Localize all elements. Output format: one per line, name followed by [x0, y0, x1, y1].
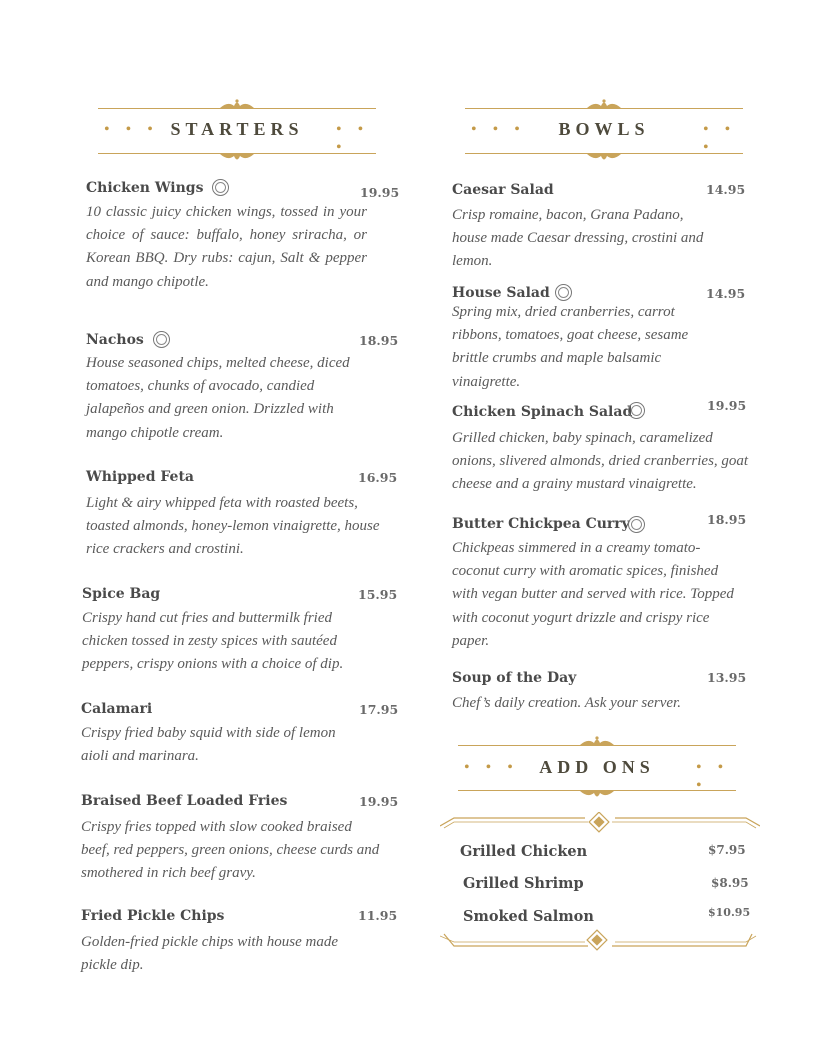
item-price: 13.95	[707, 670, 747, 685]
item-price: 14.95	[706, 286, 746, 301]
item-name: Butter Chickpea Curry	[452, 516, 630, 532]
item-description: House seasoned chips, melted cheese, diced tomatoes, chunks of avocado, candied jalapeños and green onion. Drizzled with mango chipotle cream.	[86, 355, 350, 441]
item-name: Calamari	[81, 701, 153, 717]
item-price: 19.95	[360, 185, 400, 200]
item-description: Chickpeas simmered in a creamy tomato-coconut curry with aromatic spices, finished with vegan butter and served with rice. Topped with coconut yogurt drizzle and crispy rice paper.	[452, 540, 734, 649]
item-name: Fried Pickle Chips	[81, 908, 225, 924]
item-name: Chicken Wings	[86, 180, 204, 196]
addon-price: $8.95	[711, 876, 749, 890]
item-name: Chicken Spinach Salad	[452, 404, 633, 420]
item-price: 18.95	[707, 512, 747, 527]
item-description: Crispy fries topped with slow cooked braised beef, red peppers, green onions, cheese curds and smothered in rich beef gravy.	[81, 819, 380, 882]
item-description: Golden-fried pickle chips with house made pickle dip.	[81, 934, 339, 974]
item-price: 16.95	[358, 470, 398, 485]
item-price: 17.95	[359, 702, 399, 717]
dietary-icon	[555, 284, 572, 301]
section-title-addons: ADD ONS	[539, 757, 655, 777]
item-description: Spring mix, dried cranberries, carrot ribbons, tomatoes, goat cheese, sesame brittle crumbs and maple balsamic vinaigrette.	[452, 304, 689, 390]
addon-name: Smoked Salmon	[463, 908, 594, 925]
section-title-bowls: BOWLS	[558, 119, 650, 139]
item-description: Grilled chicken, baby spinach, caramelized onions, slivered almonds, dried cranberries, goat cheese and a grainy mustard vinaigrette.	[452, 430, 749, 493]
item-name: House Salad	[452, 285, 550, 301]
dietary-icon	[212, 179, 229, 196]
addons-header	[458, 735, 736, 801]
item-price: 18.95	[359, 333, 399, 348]
item-description: Crispy hand cut fries and buttermilk fried chicken tossed in zesty spices with sautéed peppers, crispy onions with a choice of dip.	[82, 610, 344, 673]
item-name: Caesar Salad	[452, 182, 554, 198]
addons-frame-bottom-icon	[440, 928, 760, 952]
addon-price: $10.95	[708, 906, 751, 919]
item-price: 11.95	[358, 908, 398, 923]
addons-frame-top-icon	[440, 812, 760, 836]
item-description: 10 classic juicy chicken wings, tossed in your choice of sauce: buffalo, honey sriracha, or Korean BBQ. Dry rubs: cajun, Salt & pepper and mango chipotle.	[86, 204, 367, 290]
item-description: Crispy fried baby squid with side of lemon aioli and marinara.	[81, 725, 336, 765]
right-dots: • • •	[696, 759, 730, 794]
item-name: Nachos	[86, 332, 144, 348]
item-price: 19.95	[707, 398, 747, 413]
item-description: Light & airy whipped feta with roasted beets, toasted almonds, honey-lemon vinaigrette, house rice crackers and crostini.	[86, 495, 380, 558]
item-description: Chef’s daily creation. Ask your server.	[452, 695, 681, 711]
addon-price: $7.95	[708, 843, 746, 857]
left-dots: • • •	[104, 121, 159, 138]
addon-name: Grilled Chicken	[460, 843, 588, 860]
item-price: 14.95	[706, 182, 746, 197]
dietary-icon	[628, 516, 645, 533]
top-flourish-icon	[458, 735, 736, 749]
item-name: Whipped Feta	[86, 469, 194, 485]
dietary-icon	[153, 331, 170, 348]
item-price: 19.95	[359, 794, 399, 809]
bottom-flourish-icon	[458, 787, 736, 801]
addon-name: Grilled Shrimp	[463, 875, 584, 892]
item-description: Crisp romaine, bacon, Grana Padano, house made Caesar dressing, crostini and lemon.	[452, 207, 704, 270]
starters-header	[98, 98, 376, 164]
right-dots: • • •	[703, 121, 737, 156]
item-name: Soup of the Day	[452, 670, 577, 686]
top-flourish-icon	[465, 98, 743, 112]
left-dots: • • •	[464, 759, 519, 776]
section-title-starters: STARTERS	[170, 119, 304, 139]
item-price: 15.95	[358, 587, 398, 602]
bottom-flourish-icon	[465, 150, 743, 164]
bowls-header	[465, 98, 743, 164]
item-name: Braised Beef Loaded Fries	[81, 793, 288, 809]
top-flourish-icon	[98, 98, 376, 112]
bottom-flourish-icon	[98, 150, 376, 164]
right-dots: • • •	[336, 121, 370, 156]
item-name: Spice Bag	[82, 586, 161, 602]
left-dots: • • •	[471, 121, 526, 138]
dietary-icon	[628, 402, 645, 419]
